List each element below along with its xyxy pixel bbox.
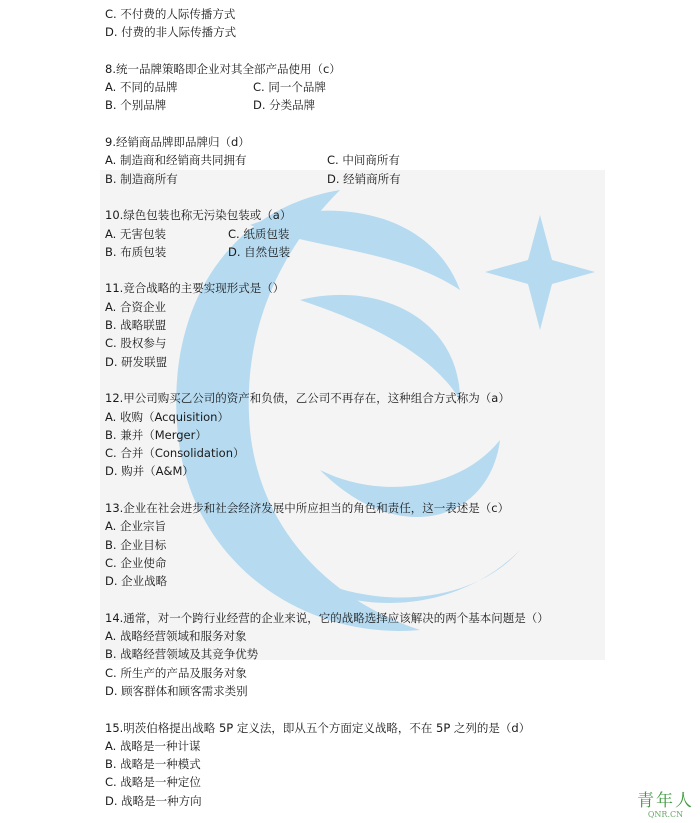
option-line: A. 无害包装 xyxy=(105,226,166,241)
question-stem: 15.明茨伯格提出战略 5P 定义法，即从五个方面定义战略，不在 5P 之列的是（d） xyxy=(105,720,531,735)
brand-url: QNR.CN xyxy=(647,810,684,819)
option-line: A. 企业宗旨 xyxy=(105,519,166,534)
option-row xyxy=(105,243,695,261)
option-line: C. 中间商所有 xyxy=(327,153,400,168)
option-line: D. 付费的非人际传播方式 xyxy=(105,25,237,40)
option-line: C. 同一个品牌 xyxy=(253,80,326,95)
option-line: D. 战略是一种方向 xyxy=(105,793,202,808)
option-line: B. 战略经营领域及其竞争优势 xyxy=(105,647,259,662)
option-row xyxy=(105,225,695,243)
option-row xyxy=(105,78,695,96)
question-stem: 9.经销商品牌即品牌归（d） xyxy=(105,135,250,150)
option-line: B. 战略联盟 xyxy=(105,318,167,333)
option-line: C. 战略是一种定位 xyxy=(105,775,201,790)
option-line: B. 布质包装 xyxy=(105,244,167,259)
option-row xyxy=(105,96,695,114)
option-line: A. 战略是一种计谋 xyxy=(105,738,201,753)
site-logo xyxy=(637,792,694,819)
option-line: D. 自然包装 xyxy=(228,244,291,259)
option-line: C. 不付费的人际传播方式 xyxy=(105,7,236,21)
option-line: D. 企业战略 xyxy=(105,574,168,589)
brand-name: 青年人 xyxy=(637,791,694,811)
option-line: B. 制造商所有 xyxy=(105,171,178,186)
option-line: A. 不同的品牌 xyxy=(105,80,178,95)
option-row xyxy=(105,151,695,169)
option-line: B. 战略是一种模式 xyxy=(105,757,201,772)
question-stem: 12.甲公司购买乙公司的资产和负债，乙公司不再存在，这种组合方式称为（a） xyxy=(105,391,510,406)
option-line: B. 企业目标 xyxy=(105,537,167,552)
exam-questions xyxy=(105,5,695,810)
option-line: A. 收购（Acquisition） xyxy=(105,409,229,424)
option-line: D. 分类品牌 xyxy=(253,98,316,113)
option-line: C. 所生产的产品及服务对象 xyxy=(105,665,247,680)
option-line: A. 制造商和经销商共同拥有 xyxy=(105,153,247,168)
question-stem: 8.统一品牌策略即企业对其全部产品使用（c） xyxy=(105,61,341,76)
option-line: C. 纸质包装 xyxy=(228,226,290,241)
option-line: D. 购并（A&M） xyxy=(105,464,194,479)
question-stem: 10.绿色包装也称无污染包装或（a） xyxy=(105,208,292,223)
option-line: C. 合并（Consolidation） xyxy=(105,446,245,461)
option-line: C. 股权参与 xyxy=(105,336,167,351)
option-line: B. 兼并（Merger） xyxy=(105,427,207,442)
option-line: B. 个别品牌 xyxy=(105,98,167,113)
option-line: D. 研发联盟 xyxy=(105,354,168,369)
option-line: C. 企业使命 xyxy=(105,555,167,570)
option-row xyxy=(105,170,695,188)
option-line: D. 顾客群体和顾客需求类别 xyxy=(105,683,248,698)
question-stem: 13.企业在社会进步和社会经济发展中所应担当的角色和责任，这一表述是（c） xyxy=(105,501,510,516)
question-stem: 11.竞合战略的主要实现形式是（） xyxy=(105,281,285,296)
option-line: D. 经销商所有 xyxy=(327,171,401,186)
question-stem: 14.通常，对一个跨行业经营的企业来说，它的战略选择应该解决的两个基本问题是（） xyxy=(105,610,549,625)
option-line: A. 合资企业 xyxy=(105,299,166,314)
option-line: A. 战略经营领域和服务对象 xyxy=(105,629,247,644)
